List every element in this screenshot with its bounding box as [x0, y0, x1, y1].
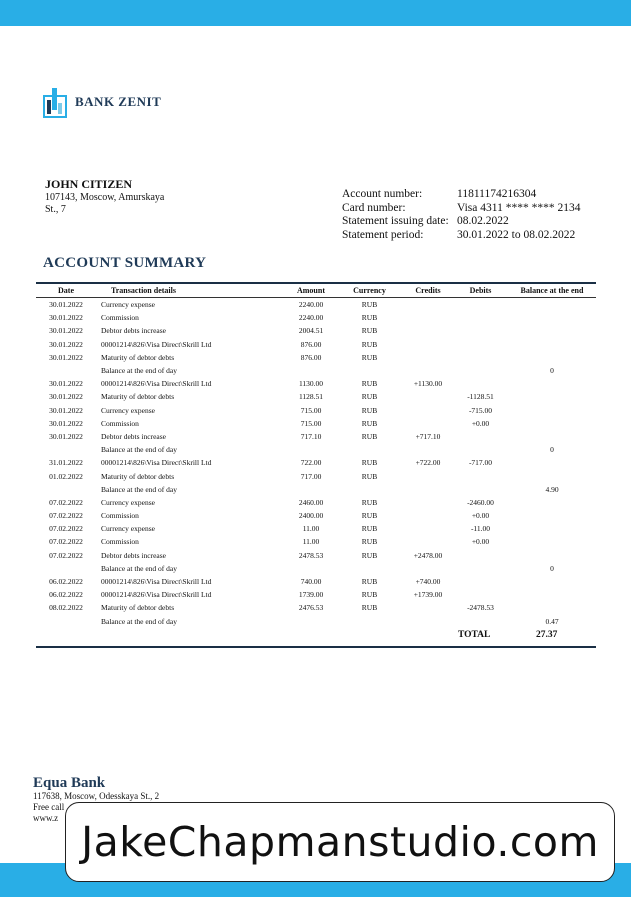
header-amount: Amount [296, 286, 325, 295]
cell-amount: 740.00 [300, 577, 322, 587]
cell-credits: +2478.00 [413, 550, 443, 560]
cell-details: Commission [101, 537, 139, 547]
cell-amount: 715.00 [300, 405, 322, 415]
header-debits: Debits [469, 286, 492, 295]
cell-details: 00001214\826\Visa Direct\Skrill Ltd [101, 590, 212, 600]
cell-details: Commission [101, 418, 139, 428]
cell-debits: -717.00 [468, 458, 493, 468]
header-details: Transaction details [111, 286, 176, 295]
table-row [36, 404, 596, 417]
cell-date: 07.02.2022 [49, 537, 83, 547]
cell-balance: 0 [550, 445, 554, 455]
bank-name: BANK ZENIT [75, 94, 162, 109]
account-row-label: Account number: [342, 188, 423, 200]
account-row [342, 188, 580, 202]
account-row-value: Visa 4311 **** **** 2134 [457, 201, 581, 214]
cell-details: Balance at the end of day [101, 616, 178, 626]
cell-debits: -2478.53 [467, 603, 494, 613]
cell-details: Maturity of debtor debts [101, 471, 175, 481]
cell-details: Maturity of debtor debts [101, 392, 175, 402]
cell-date: 30.01.2022 [49, 405, 83, 415]
cell-amount: 2460.00 [298, 497, 324, 507]
cell-currency: RUB [361, 524, 378, 534]
cell-currency: RUB [361, 405, 378, 415]
cell-details: Balance at the end of day [101, 366, 178, 376]
cell-currency: RUB [361, 577, 378, 587]
cell-currency: RUB [361, 431, 378, 441]
cell-details: Currency expense [101, 524, 155, 534]
table-row [36, 417, 596, 430]
table-row [36, 588, 596, 601]
cell-debits: +0.00 [471, 511, 490, 521]
table-row [36, 338, 596, 351]
cell-amount: 2240.00 [298, 313, 324, 323]
client-name: JOHN CITIZEN [45, 177, 133, 191]
table-row [36, 430, 596, 443]
cell-amount: 876.00 [300, 339, 322, 349]
footer-line3: www.z [33, 813, 59, 823]
cell-amount: 2004.51 [298, 326, 324, 336]
cell-details: Balance at the end of day [101, 445, 178, 455]
cell-currency: RUB [361, 603, 378, 613]
cell-details: 00001214\826\Visa Direct\Skrill Ltd [101, 339, 212, 349]
cell-date: 07.02.2022 [49, 511, 83, 521]
cell-amount: 11.00 [302, 537, 320, 547]
cell-amount: 715.00 [300, 418, 322, 428]
cell-debits: -2460.00 [467, 497, 494, 507]
cell-details: 00001214\826\Visa Direct\Skrill Ltd [101, 379, 212, 389]
cell-date: 08.02.2022 [49, 603, 83, 613]
cell-amount: 2240.00 [298, 300, 324, 310]
cell-date: 30.01.2022 [49, 431, 83, 441]
cell-amount: 1130.00 [298, 379, 324, 389]
cell-credits: +717.10 [415, 431, 441, 441]
table-row [36, 324, 596, 337]
client-block [45, 178, 164, 216]
cell-currency: RUB [361, 392, 378, 402]
cell-date: 30.01.2022 [49, 379, 83, 389]
bank-logo-icon [43, 86, 67, 118]
cell-date: 30.01.2022 [49, 313, 83, 323]
cell-currency: RUB [361, 300, 378, 310]
header-date: Date [58, 286, 74, 295]
cell-currency: RUB [361, 379, 378, 389]
cell-date: 30.01.2022 [49, 418, 83, 428]
account-row-label: Card number: [342, 201, 406, 214]
account-row-value: 08.02.2022 [457, 215, 509, 227]
table-row [36, 298, 596, 311]
header-balance: Balance at the end [520, 286, 584, 295]
table-row [36, 483, 596, 496]
table-row [36, 351, 596, 364]
cell-date: 06.02.2022 [49, 577, 83, 587]
cell-currency: RUB [361, 313, 378, 323]
cell-debits: -11.00 [470, 524, 491, 534]
table-row [36, 377, 596, 390]
table-row [36, 456, 596, 469]
table-row [36, 364, 596, 377]
cell-date: 31.01.2022 [49, 458, 83, 468]
cell-date: 01.02.2022 [49, 471, 83, 481]
table-row [36, 549, 596, 562]
header-currency: Currency [353, 286, 386, 295]
cell-currency: RUB [361, 550, 378, 560]
cell-details: Commission [101, 313, 139, 323]
cell-credits: +1739.00 [413, 590, 443, 600]
cell-amount: 2478.53 [298, 550, 324, 560]
table-row [36, 522, 596, 535]
account-row-label: Statement period: [342, 228, 424, 241]
footer-bank-name: Equa Bank [33, 775, 106, 791]
table-row [36, 443, 596, 456]
cell-amount: 717.00 [300, 471, 322, 481]
cell-currency: RUB [361, 511, 378, 521]
account-row-value: 11811174216304 [457, 188, 537, 200]
cell-date: 07.02.2022 [49, 497, 83, 507]
table-row [36, 535, 596, 548]
cell-currency: RUB [361, 497, 378, 507]
table-row [36, 575, 596, 588]
total-row [36, 628, 596, 642]
cell-amount: 11.00 [302, 524, 320, 534]
cell-date: 30.01.2022 [49, 300, 83, 310]
cell-amount: 876.00 [300, 352, 322, 362]
account-row [342, 202, 580, 216]
cell-amount: 2400.00 [298, 511, 324, 521]
cell-debits: -1128.51 [467, 392, 494, 402]
client-address-line1: 107143, Moscow, Amurskaya [45, 192, 165, 203]
cell-date: 30.01.2022 [49, 339, 83, 349]
cell-date: 07.02.2022 [49, 550, 83, 560]
table-row [36, 496, 596, 509]
account-row-label: Statement issuing date: [342, 215, 449, 227]
cell-amount: 717.10 [300, 431, 322, 441]
cell-debits: +0.00 [471, 537, 490, 547]
cell-details: Balance at the end of day [101, 563, 178, 573]
account-row-value: 30.01.2022 to 08.02.2022 [457, 228, 576, 241]
table-row [36, 615, 596, 628]
cell-credits: +1130.00 [413, 379, 443, 389]
cell-date: 30.01.2022 [49, 352, 83, 362]
cell-amount: 1739.00 [298, 590, 324, 600]
cell-details: Commission [101, 511, 139, 521]
table-body [36, 298, 596, 628]
cell-details: Currency expense [101, 405, 155, 415]
cell-details: Currency expense [101, 497, 155, 507]
footer-address: 117638, Moscow, Odesskaya St., 2 [33, 791, 160, 801]
cell-details: Debtor debts increase [101, 326, 166, 336]
total-label: TOTAL [458, 629, 491, 640]
watermark-text: JakeChapmanstudio.com [81, 818, 599, 866]
account-row [342, 229, 580, 243]
cell-details: Debtor debts increase [101, 431, 166, 441]
cell-balance: 0 [550, 366, 554, 376]
account-row [342, 215, 580, 229]
cell-balance: 0 [550, 563, 554, 573]
top-accent-bar [0, 0, 631, 26]
client-address-line2: St., 7 [45, 204, 66, 215]
table-row [36, 509, 596, 522]
cell-currency: RUB [361, 471, 378, 481]
table-header [36, 284, 596, 298]
table-row [36, 562, 596, 575]
table-row [36, 469, 596, 482]
table-row [36, 390, 596, 403]
cell-amount: 722.00 [300, 458, 322, 468]
table-bottom-rule [36, 646, 596, 648]
footer-line2: Free call [33, 802, 65, 812]
cell-currency: RUB [361, 590, 378, 600]
cell-details: 00001214\826\Visa Direct\Skrill Ltd [101, 458, 212, 468]
header-credits: Credits [415, 286, 441, 295]
total-value: 27.37 [536, 629, 558, 640]
cell-balance: 4.90 [545, 484, 559, 494]
cell-currency: RUB [361, 326, 378, 336]
cell-amount: 1128.51 [298, 392, 324, 402]
account-summary-title: ACCOUNT SUMMARY [43, 255, 207, 271]
cell-currency: RUB [361, 339, 378, 349]
cell-details: Maturity of debtor debts [101, 352, 175, 362]
watermark-banner [65, 802, 615, 882]
cell-currency: RUB [361, 537, 378, 547]
cell-balance: 0.47 [545, 616, 559, 626]
account-details [342, 188, 580, 242]
cell-currency: RUB [361, 418, 378, 428]
cell-date: 30.01.2022 [49, 326, 83, 336]
cell-currency: RUB [361, 458, 378, 468]
cell-currency: RUB [361, 352, 378, 362]
transactions-table [36, 282, 596, 648]
cell-details: 00001214\826\Visa Direct\Skrill Ltd [101, 577, 212, 587]
cell-details: Maturity of debtor debts [101, 603, 175, 613]
cell-amount: 2476.53 [298, 603, 324, 613]
cell-date: 06.02.2022 [49, 590, 83, 600]
cell-debits: +0.00 [471, 418, 490, 428]
cell-date: 07.02.2022 [49, 524, 83, 534]
cell-details: Debtor debts increase [101, 550, 166, 560]
cell-credits: +740.00 [415, 577, 441, 587]
cell-credits: +722.00 [415, 458, 441, 468]
bank-logo [43, 86, 161, 118]
cell-date: 30.01.2022 [49, 392, 83, 402]
cell-details: Currency expense [101, 300, 155, 310]
table-row [36, 601, 596, 614]
table-row [36, 311, 596, 324]
cell-details: Balance at the end of day [101, 484, 178, 494]
cell-debits: -715.00 [468, 405, 493, 415]
